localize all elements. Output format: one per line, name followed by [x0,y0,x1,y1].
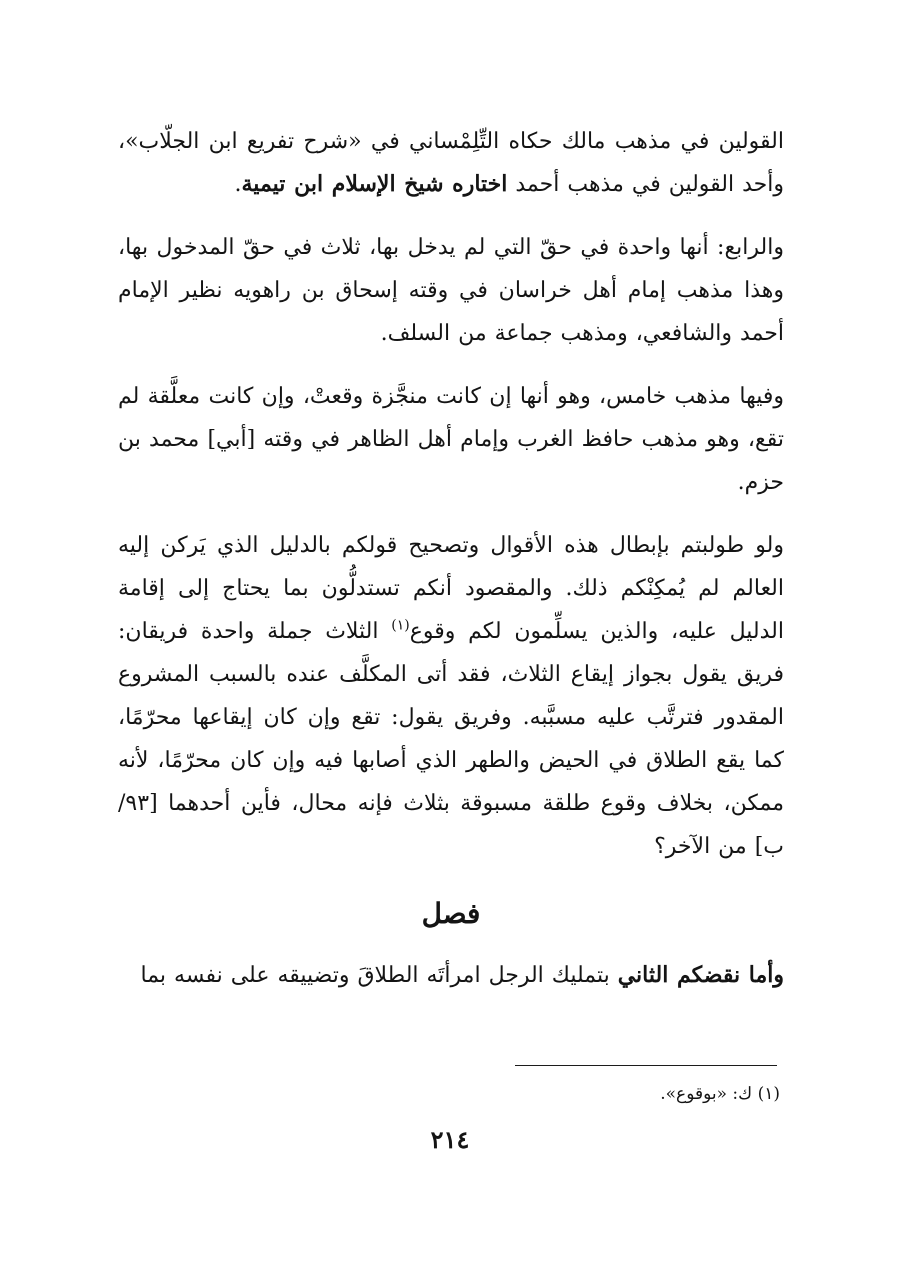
paragraph-1-line-2-end: . [234,172,242,197]
footnote-text: ك: «بوقوع». [660,1084,753,1104]
footnote [480,1080,780,1108]
section-heading: فصل [421,897,481,930]
paragraph-1-line-2-plain: وأحد القولين في مذهب أحمد [507,172,784,197]
final-paragraph-text: بتمليك الرجل امرأتَه الطلاقَ وتضييقه على نفسه بما [140,963,618,988]
page-number: ٢١٤ [430,1125,470,1154]
footnote-number: (١) [757,1084,780,1104]
paragraph-1 [118,120,784,206]
paragraph-4-text-before-ref: ولو طولبتم بإبطال هذه الأقوال وتصحيح قولكم بالدليل الذي يَركن إليه العالم لم يُمكِنْكم ذلك. والمقصود أنكم تستدلُّون بما يحتاج إلى إقامة الدليل عليه، والذين يسلِّمون لكم وقوع [118,533,784,644]
footnote-divider [515,1065,777,1066]
paragraph-2: والرابع: أنها واحدة في حقّ التي لم يدخل بها، ثلاث في حقّ المدخول بها، وهذا مذهب إمام أهل خراسان في وقته إسحاق بن راهويه نظير الإمام أحمد والشافعي، ومذهب جماعة من السلف. [118,235,784,346]
footnote-reference: (١) [391,617,410,634]
paragraph-3: وفيها مذهب خامس، وهو أنها إن كانت منجَّزة وقعتْ، وإن كانت معلَّقة لم تقع، وهو مذهب حافظ الغرب وإمام أهل الظاهر في وقته [أبي] محمد بن حزم. [118,384,784,495]
final-paragraph-bold: وأما نقضكم الثاني [617,962,784,988]
main-text [118,120,784,1017]
paragraph-4-text-after-ref: الثلاث جملة واحدة فريقان: فريق يقول بجواز إيقاع الثلاث، فقد أتى المكلَّف عنده بالسبب المشروع المقدور فترتَّب عليه مسبَّبه. وفريق يقول: تقع وإن كان إيقاعها محرّمًا، كما يقع الطلاق في الحيض والطهر الذي أصابها فيه وإن كان محرّمًا، لأنه ممكن، بخلاف وقوع طلقة مسبوقة بثلاث فإنه محال، فأين أحدهما [٩٣/ ب] من الآخر؟ [118,619,784,859]
paragraph-1-line-1: القولين في مذهب مالك حكاه التِّلِمْساني في «شرح تفريع ابن الجلّاب»، [118,129,784,154]
paragraph-1-line-2-bold: اختاره شيخ الإسلام ابن تيمية [241,171,508,197]
final-paragraph [118,954,784,997]
paragraph-4 [118,524,784,868]
